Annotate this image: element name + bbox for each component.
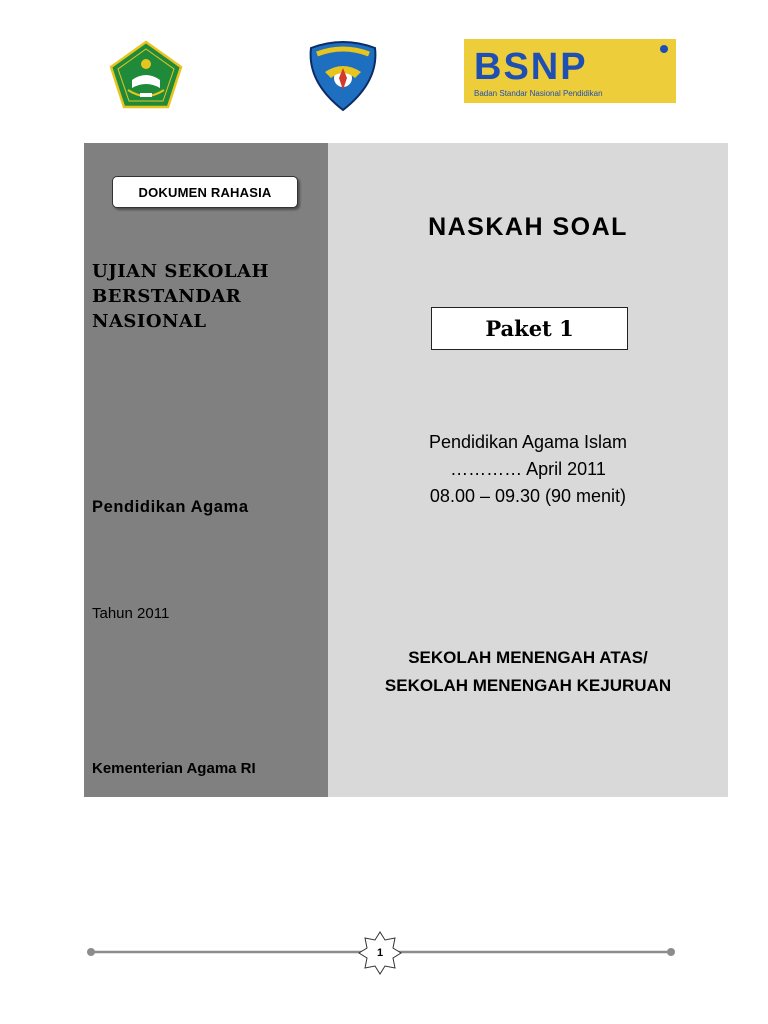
page-number: 1 <box>376 947 384 959</box>
ministry-label: Kementerian Agama RI <box>92 760 256 777</box>
kementerian-agama-logo <box>108 40 184 110</box>
confidential-badge-text: DOKUMEN RAHASIA <box>138 184 272 200</box>
exam-title <box>92 259 322 334</box>
left-panel <box>84 143 328 797</box>
tut-wuri-handayani-logo <box>303 38 383 112</box>
subject-label: Pendidikan Agama <box>92 498 249 516</box>
school-level-line-2: SEKOLAH MENENGAH KEJURUAN <box>384 676 672 695</box>
exam-title-line-3: NASIONAL <box>92 311 207 332</box>
confidential-badge <box>112 176 298 208</box>
svg-text:BSNP: BSNP <box>474 46 588 88</box>
package-box <box>431 307 628 350</box>
school-level <box>328 644 728 700</box>
right-panel <box>328 143 728 797</box>
package-label: Paket 1 <box>485 316 574 341</box>
exam-date: ………… April 2011 <box>450 459 606 479</box>
exam-details <box>328 429 728 510</box>
school-level-line-1: SEKOLAH MENENGAH ATAS/ <box>408 648 648 667</box>
cover-block <box>84 143 728 797</box>
exam-title-line-1: UJIAN SEKOLAH <box>92 261 270 282</box>
bsnp-logo <box>464 39 676 103</box>
exam-time: 08.00 – 09.30 (90 menit) <box>429 486 627 506</box>
document-heading: NASKAH SOAL <box>428 213 628 241</box>
exam-title-line-2: BERSTANDAR <box>92 286 242 307</box>
svg-text:Badan Standar Nasional Pendidi: Badan Standar Nasional Pendidikan <box>474 89 603 98</box>
exam-subject: Pendidikan Agama Islam <box>428 432 628 452</box>
year-label: Tahun 2011 <box>92 605 170 622</box>
